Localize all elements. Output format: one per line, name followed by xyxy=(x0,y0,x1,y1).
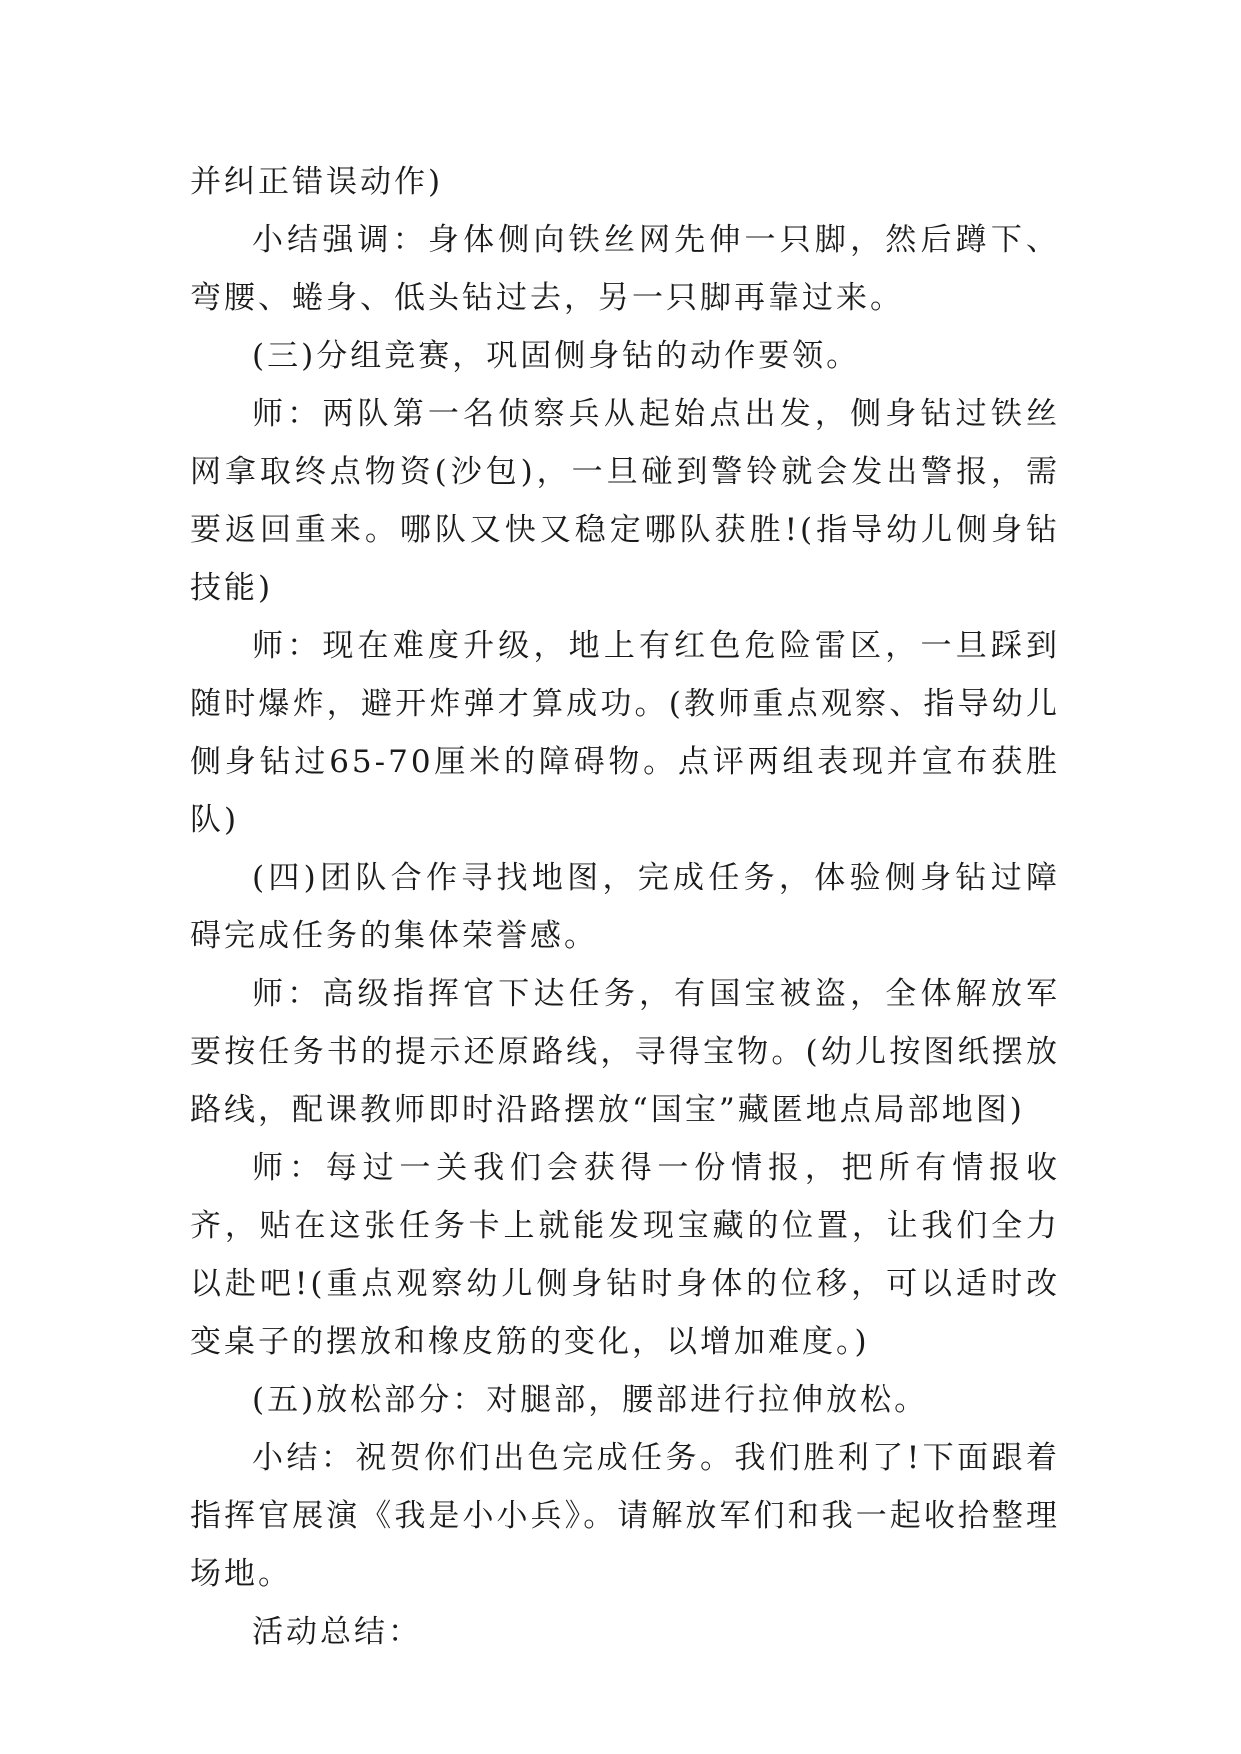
paragraph-activity-summary-heading: 活动总结： xyxy=(252,1614,422,1650)
paragraph-summary-emphasis: 小结强调：身体侧向铁丝网先伸一只脚，然后蹲下、弯腰、蜷身、低头钻过去，另一只脚再靠过来。 xyxy=(190,222,1060,316)
paragraph-teacher-instruction-1: 师：两队第一名侦察兵从起始点出发，侧身钻过铁丝网拿取终点物资(沙包)，一旦碰到警铃就会发出警报，需要返回重来。哪队又快又稳定哪队获胜!(指导幼儿侧身钻技能) xyxy=(190,396,1060,606)
paragraph-teacher-instruction-2: 师：现在难度升级，地上有红色危险雷区，一旦踩到随时爆炸，避开炸弹才算成功。(教师重点观察、指导幼儿侧身钻过65-70厘米的障碍物。点评两组表现并宣布获胜队) xyxy=(190,628,1060,838)
paragraph-teacher-instruction-4: 师：每过一关我们会获得一份情报，把所有情报收齐，贴在这张任务卡上就能发现宝藏的位置，让我们全力以赴吧!(重点观察幼儿侧身钻时身体的位移，可以适时改变桌子的摆放和橡皮筋的变化，以增加难度。) xyxy=(190,1150,1060,1360)
paragraph-continuation: 并纠正错误动作) xyxy=(190,164,444,200)
paragraph-teacher-instruction-3: 师：高级指挥官下达任务，有国宝被盗，全体解放军要按任务书的提示还原路线，寻得宝物。(幼儿按图纸摆放路线，配课教师即时沿路摆放“国宝”藏匿地点局部地图) xyxy=(190,976,1060,1128)
paragraph-closing-summary: 小结：祝贺你们出色完成任务。我们胜利了!下面跟着指挥官展演《我是小小兵》。请解放军们和我一起收拾整理场地。 xyxy=(190,1440,1060,1592)
paragraph-section-five-heading: (五)放松部分：对腿部，腰部进行拉伸放松。 xyxy=(252,1382,929,1418)
paragraph-section-three-heading: (三)分组竞赛，巩固侧身钻的动作要领。 xyxy=(252,338,861,374)
document-body xyxy=(190,153,1060,1661)
paragraph-section-four-heading: (四)团队合作寻找地图，完成任务，体验侧身钻过障碍完成任务的集体荣誉感。 xyxy=(190,860,1060,954)
